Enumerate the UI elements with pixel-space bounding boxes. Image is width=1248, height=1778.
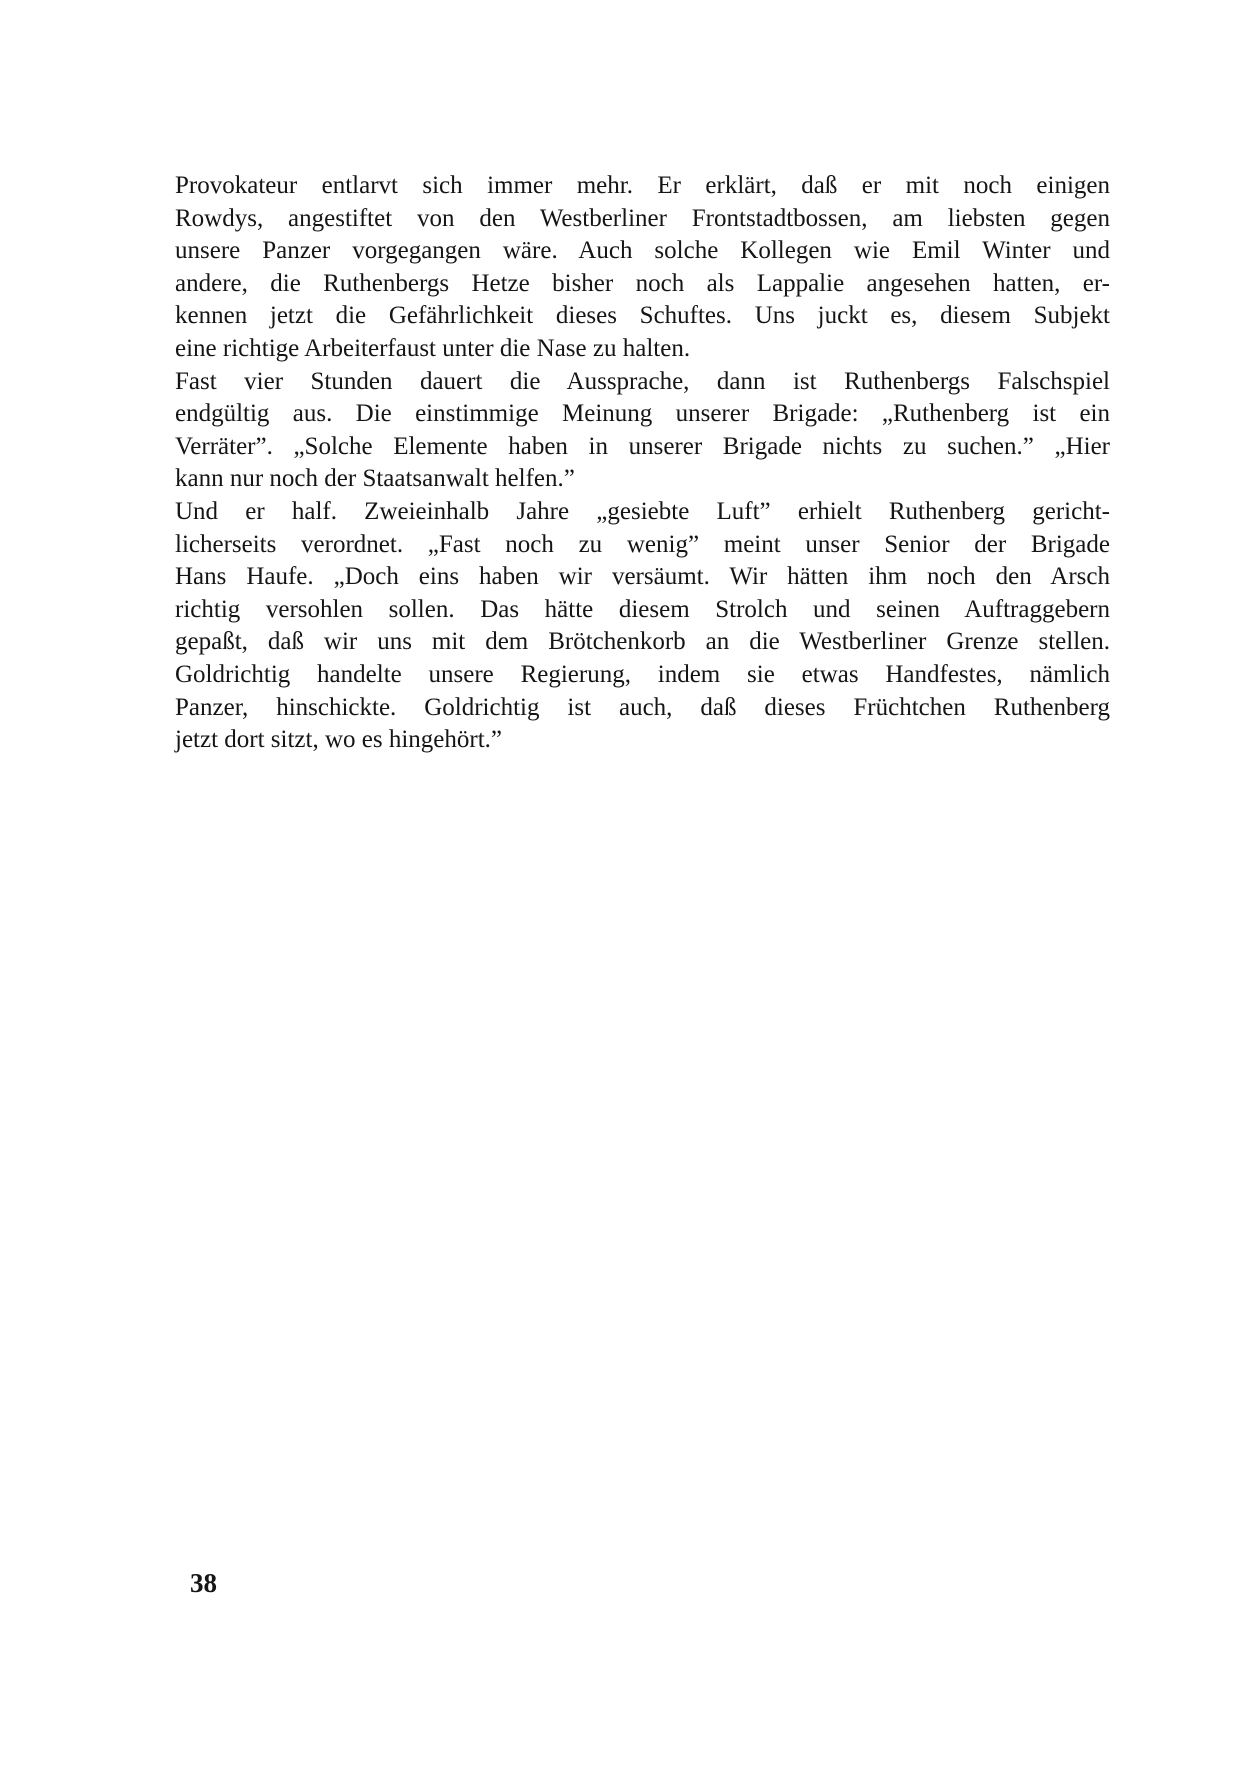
text-line: Provokateur entlarvt sich immer mehr. Er erklärt, daß er mit noch einigen <box>175 172 1110 199</box>
text-line: Goldrichtig handelte unsere Regierung, indem sie etwas Handfestes, nämlich <box>175 660 1110 688</box>
text-line: Hans Haufe. „Doch eins haben wir versäumt. Wir hätten ihm noch den Arsch <box>175 563 1110 591</box>
text-line: Fast vier Stunden dauert die Aussprache, dann ist Ruthenbergs Falschspiel <box>175 367 1110 395</box>
text-line: kann nur noch der Staatsanwalt helfen.” <box>175 465 575 493</box>
text-line: gepaßt, daß wir uns mit dem Brötchenkorb an die Westberliner Grenze stellen. <box>175 628 1110 656</box>
text-line: Verräter”. „Solche Elemente haben in unserer Brigade nichts zu suchen.” „Hier <box>175 432 1110 460</box>
text-line: eine richtige Arbeiterfaust unter die Nase zu halten. <box>175 334 691 362</box>
text-line: Und er half. Zweieinhalb Jahre „gesiebte Luft” erhielt Ruthenberg gericht- <box>175 497 1110 525</box>
page-number: 38 <box>190 1568 217 1598</box>
text-line: kennen jetzt die Gefährlichkeit dieses Schuftes. Uns juckt es, diesem Subjekt <box>175 302 1110 330</box>
text-line: jetzt dort sitzt, wo es hingehört.” <box>175 726 503 754</box>
text-line: licherseits verordnet. „Fast noch zu wenig” meint unser Senior der Brigade <box>175 530 1110 558</box>
text-line: andere, die Ruthenbergs Hetze bisher noch als Lappalie angesehen hatten, er- <box>175 269 1110 297</box>
text-line: richtig versohlen sollen. Das hätte diesem Strolch und seinen Auftraggebern <box>175 595 1110 623</box>
body-text <box>175 170 1110 757</box>
text-line: endgültig aus. Die einstimmige Meinung unserer Brigade: „Ruthenberg ist ein <box>175 400 1110 428</box>
text-line: Rowdys, angestiftet von den Westberliner Frontstadtbossen, am liebsten gegen <box>175 204 1110 232</box>
text-line: unsere Panzer vorgegangen wäre. Auch solche Kollegen wie Emil Winter und <box>175 237 1110 265</box>
text-line: Panzer, hinschickte. Goldrichtig ist auch, daß dieses Früchtchen Ruthenberg <box>175 693 1110 721</box>
